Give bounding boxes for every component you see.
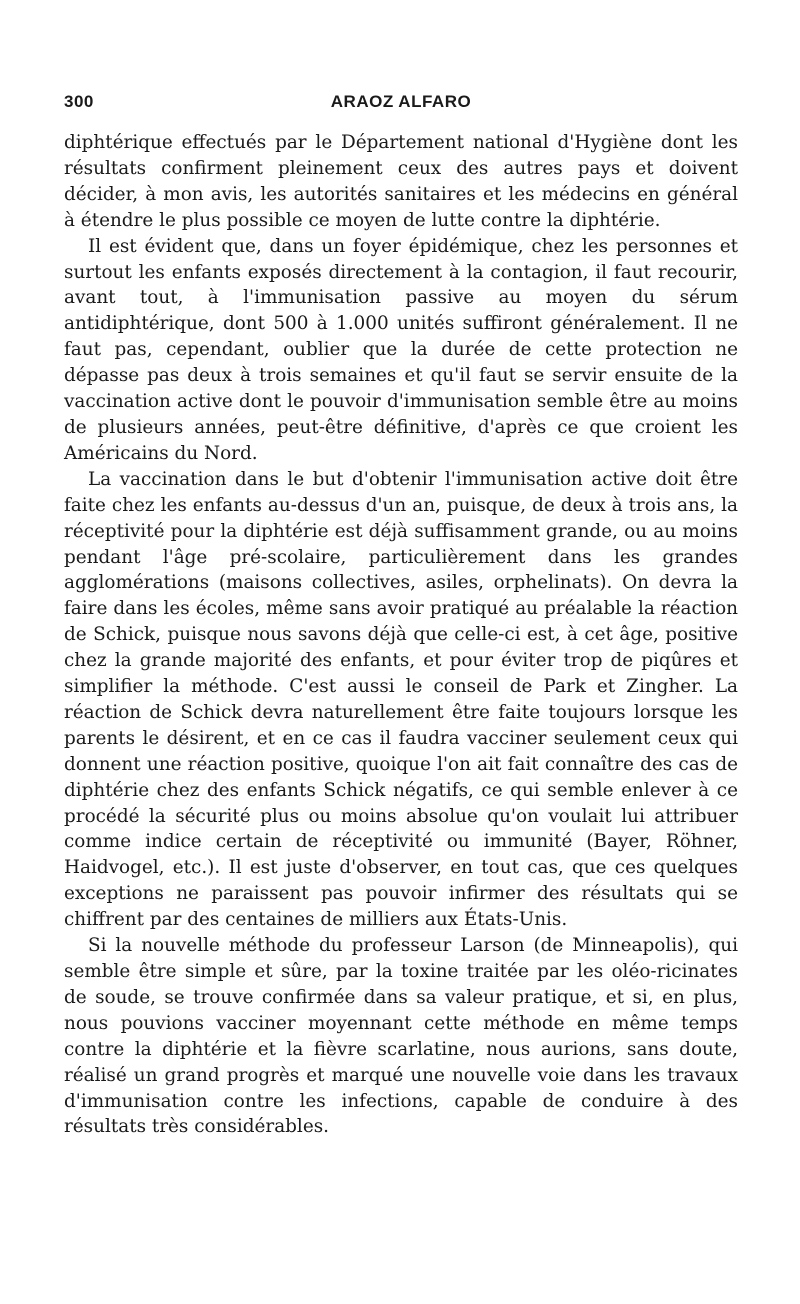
book-page xyxy=(64,92,738,1140)
body-text xyxy=(64,130,738,1140)
running-title: ARAOZ ALFARO xyxy=(330,92,472,111)
paragraph-serum: Il est évident que, dans un foyer épidémique, chez les personnes et surtout les enfants exposés directement à la contagion, il faut recourir, avant tout, à l'immunisation passive au moyen du sérum antidiphtérique, dont 500 à 1.000 unités suffiront généralement. Il ne faut pas, cependant, oublier que la durée de cette protection ne dépasse pas deux à trois semaines et qu'il faut se servir ensuite de la vaccination active dont le pouvoir d'immunisation semble être au moins de plusieurs années, peut-être définitive, d'après ce que croient les Américains du Nord. xyxy=(64,235,738,464)
paragraph-continuation: diphtérique effectués par le Département national d'Hygiène dont les résultats confirment pleinement ceux des autres pays et doivent décider, à mon avis, les autorités sanitaires et les médecins en général à étendre le plus possible ce moyen de lutte contre la diphtérie. xyxy=(64,132,738,231)
page-number: 300 xyxy=(64,92,94,111)
running-head xyxy=(64,92,738,122)
paragraph-larson-method: Si la nouvelle méthode du professeur Larson (de Minneapolis), qui semble être simple et sûre, par la toxine traitée par les oléo-ricinates de soude, se trouve confirmée dans sa valeur pratique, et si, en plus, nous pouvions vacciner moyennant cette méthode en même temps contre la diphtérie et la fièvre scarlatine, nous aurions, sans doute, réalisé un grand progrès et marqué une nouvelle voie dans les travaux d'immunisation contre les infections, capable de conduire à des résultats très considérables. xyxy=(64,935,738,1138)
paragraph-vaccination: La vaccination dans le but d'obtenir l'immunisation active doit être faite chez les enfants au-dessus d'un an, puisque, de deux à trois ans, la réceptivité pour la diphtérie est déjà suffisamment grande, ou au moins pendant l'âge pré-scolaire, particulièrement dans les grandes agglomérations (maisons collectives, asiles, orphelinats). On devra la faire dans les écoles, même sans avoir pratiqué au préalable la réaction de Schick, puisque nous savons déjà que celle-ci est, à cet âge, positive chez la grande majorité des enfants, et pour éviter trop de piqûres et simplifier la méthode. C'est aussi le conseil de Park et Zingher. La réaction de Schick devra naturellement être faite toujours lorsque les parents le désirent, et en ce cas il faudra vacciner seulement ceux qui donnent une réaction positive, quoique l'on ait fait connaître des cas de diphtérie chez des enfants Schick négatifs, ce qui semble enlever à ce procédé la sécurité plus ou moins absolue qu'on voulait lui attribuer comme indice certain de réceptivité ou immunité (Bayer, Röhner, Haidvogel, etc.). Il est juste d'observer, en tout cas, que ces quelques exceptions ne paraissent pas pouvoir infirmer des résultats qui se chiffrent par des centaines de milliers aux États-Unis. xyxy=(64,468,738,931)
